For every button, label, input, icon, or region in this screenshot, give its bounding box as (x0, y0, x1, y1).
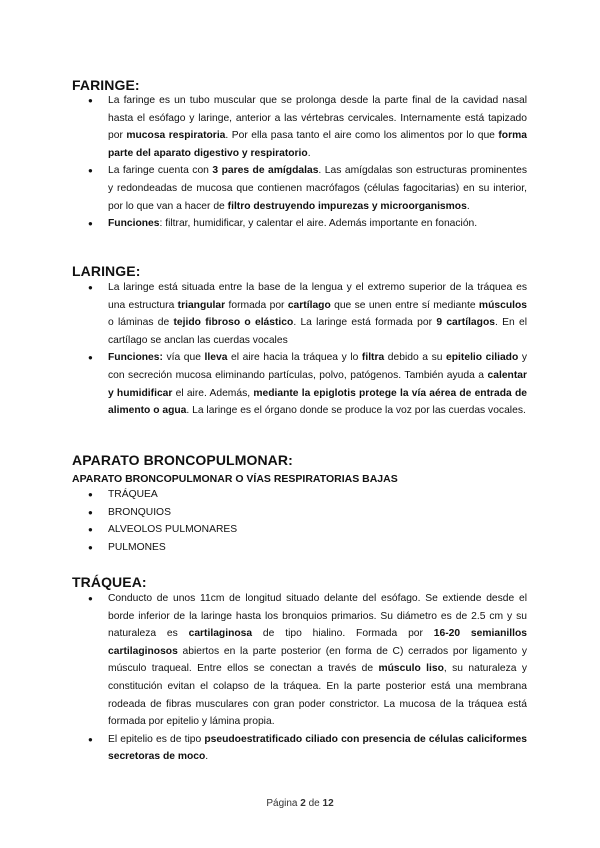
page-footer (0, 798, 600, 809)
page-total: 12 (322, 798, 334, 809)
list-item: ● La faringe es un tubo muscular que se prolonga desde la parte final de la cavidad nasal hasta el esófago y laringe, anterior a las vértebras cervicales. Internamente está tapizado por mucosa respiratoria. Por ella pasa tanto el aire como los alimentos por lo que forma parte del aparato digestivo y respiratorio. (72, 92, 527, 162)
faringe-list (72, 92, 527, 233)
page-current: 2 (300, 798, 306, 809)
list-item: ● La faringe cuenta con 3 pares de amígdalas. Las amígdalas son estructuras prominentes y redondeadas de mucosa que contienen macrófagos (células fagocitarias) en su interior, por lo que van a hacer de filtro destruyendo impurezas y microorganismos. (72, 162, 527, 215)
traquea-list (72, 590, 527, 766)
laringe-list (72, 279, 527, 420)
list-item: ● Funciones: vía que lleva el aire hacia la tráquea y lo filtra debido a su epitelio ciliado y con secreción mucosa eliminando partículas, polvo, patógenos. También ayuda a calentar y humidificar el aire. Además, mediante la epiglotis protege la vía aérea de entrada de alimento o agua. La laringe es el órgano donde se produce la voz por las cuerdas vocales. (72, 349, 527, 419)
list-item: ● PULMONES (72, 539, 527, 557)
section-heading-traquea: TRÁQUEA: (72, 574, 147, 590)
list-item: ● Conducto de unos 11cm de longitud situado delante del esófago. Se extiende desde el borde inferior de la laringe hasta los bronquios primarios. Su diámetro es de 2.5 cm y su naturaleza es cartilaginosa de tipo hialino. Formada por 16-20 semianillos cartilaginosos abiertos en la parte posterior (en forma de C) cerrados por ligamento y músculo traqueal. Entre ellos se conectan a través de músculo liso, su naturaleza y constitución evitan el colapso de la tráquea. En la parte posterior está una membrana rodeada de fibras musculares con gran poder constrictor. La mucosa de la tráquea está formada por epitelio y lámina propia. (72, 590, 527, 731)
section-heading-faringe: FARINGE: (72, 77, 140, 93)
page-separator: de (308, 798, 320, 809)
list-item: ● TRÁQUEA (72, 486, 527, 504)
list-item: ● BRONQUIOS (72, 504, 527, 522)
subsection-heading: APARATO BRONCOPULMONAR O VÍAS RESPIRATORIAS BAJAS (72, 473, 398, 485)
section-heading-broncopulmonar: APARATO BRONCOPULMONAR: (72, 452, 293, 468)
list-item: ● El epitelio es de tipo pseudoestratificado ciliado con presencia de células caliciformes secretoras de moco. (72, 731, 527, 766)
list-item: ● ALVEOLOS PULMONARES (72, 521, 527, 539)
broncopulmonar-list (72, 486, 527, 556)
list-item: ● La laringe está situada entre la base de la lengua y el extremo superior de la tráquea es una estructura triangular formada por cartílago que se unen entre sí mediante músculos o láminas de tejido fibroso o elástico. La laringe está formada por 9 cartílagos. En el cartílago se anclan las cuerdas vocales (72, 279, 527, 349)
list-item: ● Funciones: filtrar, humidificar, y calentar el aire. Además importante en fonación. (72, 215, 527, 233)
section-heading-laringe: LARINGE: (72, 263, 141, 279)
page-label: Página (266, 798, 298, 809)
